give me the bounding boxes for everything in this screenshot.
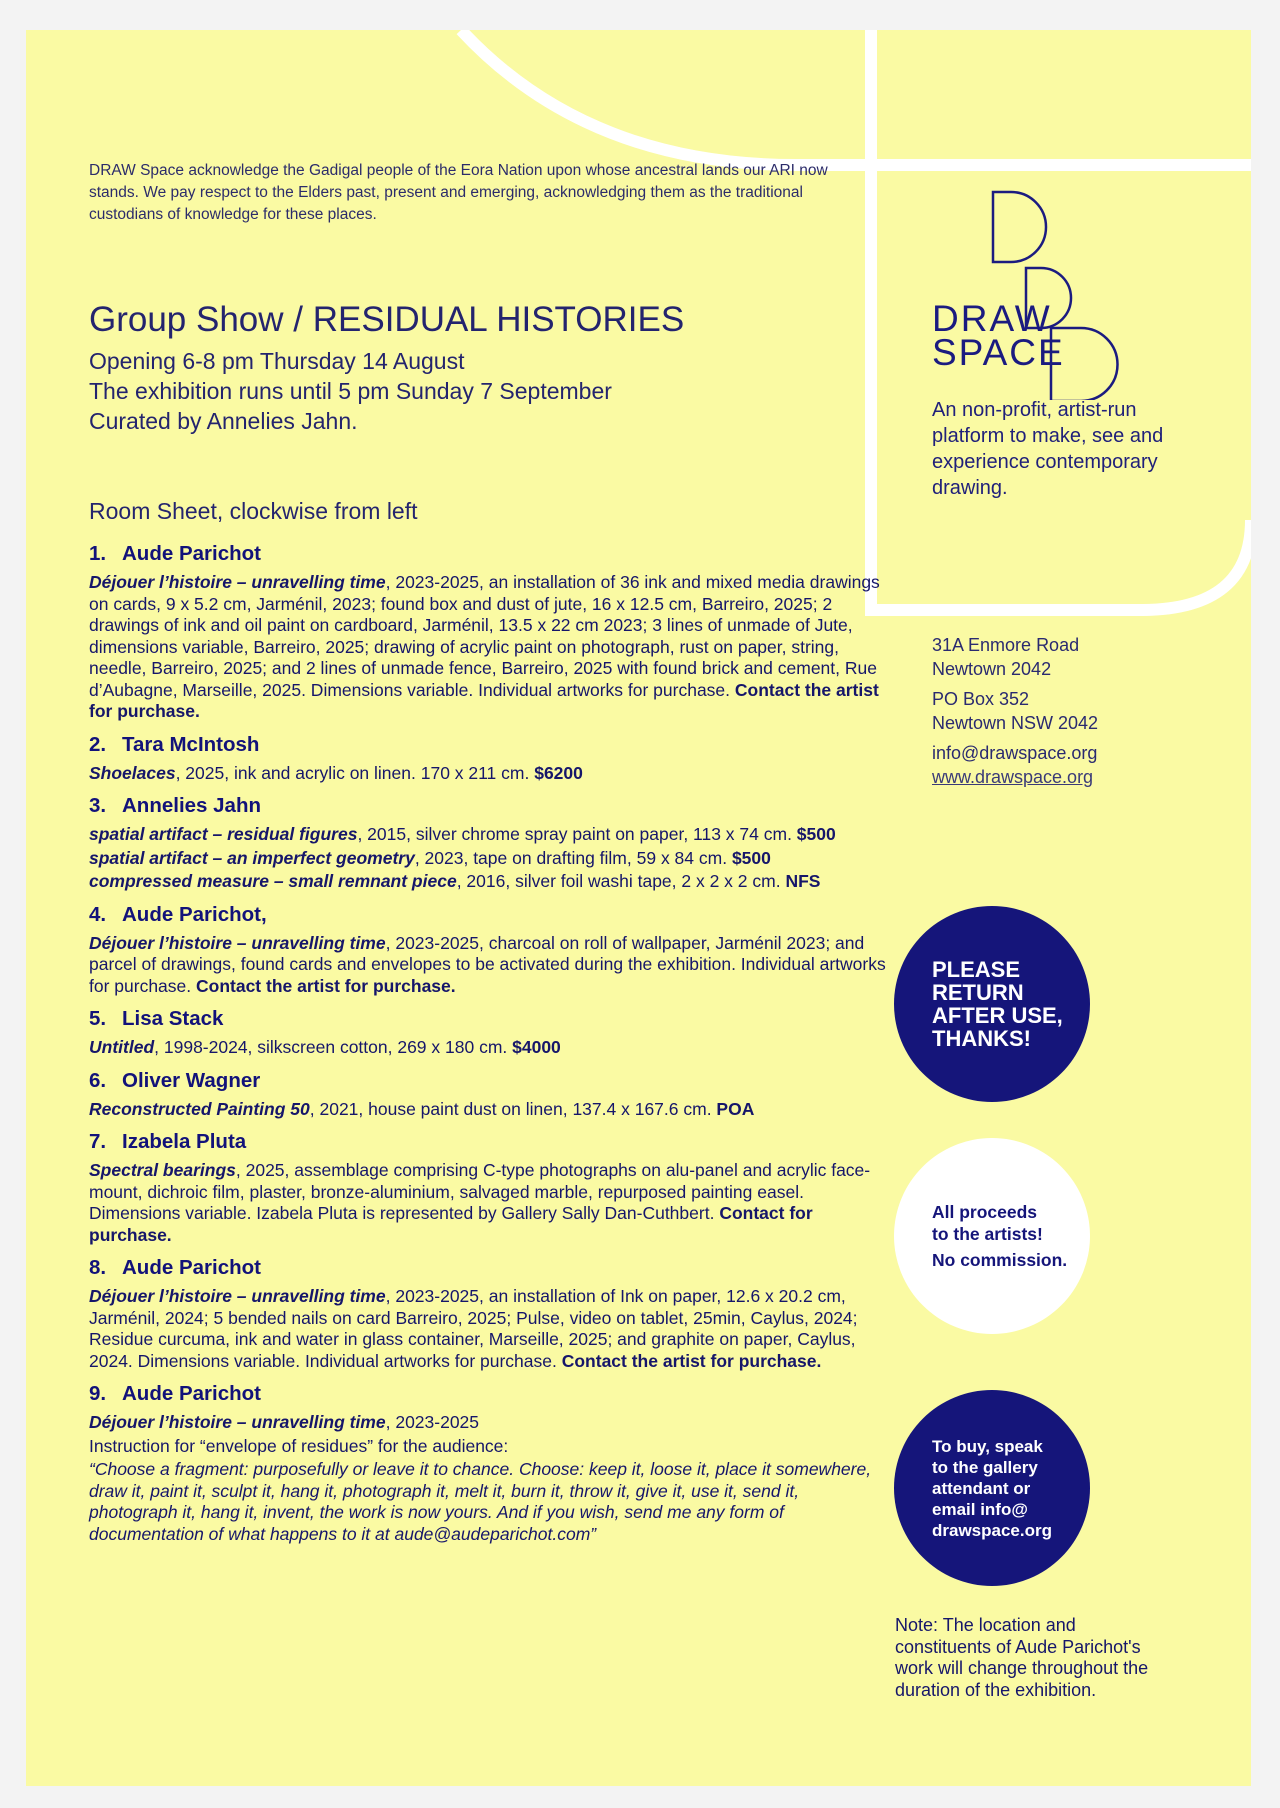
work-description: [89, 1412, 889, 1434]
entry-number: 4.: [89, 902, 107, 926]
work-title: Déjouer l’histoire – unravelling time: [89, 1286, 386, 1306]
artwork-entry: [89, 733, 889, 785]
work-description: [89, 1037, 889, 1059]
instruction-quote: [89, 1459, 889, 1545]
artist-name: Annelies Jahn: [122, 794, 261, 817]
work-title: Déjouer l’histoire – unravelling time: [89, 1412, 386, 1432]
entry-number: 2.: [89, 732, 107, 756]
work-title: Déjouer l’histoire – unravelling time: [89, 572, 386, 592]
work-price: Contact the artist for purchase.: [561, 1350, 822, 1371]
artist-name: Aude Parichot: [122, 1256, 261, 1279]
instruction-text: Instruction for “envelope of residues” for the audience:: [89, 1435, 509, 1456]
artwork-entry: [89, 1382, 889, 1545]
circle-line: PLEASE: [932, 957, 1021, 982]
entry-heading: [89, 794, 889, 818]
opening-time: Opening 6-8 pm Thursday 14 August: [89, 348, 465, 374]
work-title: Reconstructed Painting 50: [89, 1098, 310, 1119]
room-sheet-label: Room Sheet, clockwise from left: [89, 498, 418, 524]
work-title: Untitled: [89, 1037, 155, 1057]
work-title: Shoelaces: [89, 762, 176, 783]
entry-heading: [89, 1382, 889, 1406]
work-price: Contact the artist for purchase.: [89, 679, 879, 721]
artwork-entry: [89, 1130, 889, 1246]
entry-number: 6.: [89, 1068, 107, 1092]
work-price: $4000: [512, 1037, 561, 1057]
artwork-entry: [89, 903, 889, 998]
work-title: Spectral bearings: [89, 1160, 236, 1180]
entry-number: 3.: [89, 794, 107, 817]
artist-name: Tara McIntosh: [122, 732, 260, 756]
circle-line: to the gallery: [932, 1457, 1038, 1477]
work-details: , 2023-2025: [385, 1412, 480, 1432]
return-notice-circle: [894, 906, 1090, 1102]
page-title: Group Show / RESIDUAL HISTORIES: [89, 300, 685, 339]
suburb: Newtown 2042: [932, 659, 1052, 679]
artist-name: Aude Parichot: [122, 542, 261, 565]
work-details: , 2023-2025, an installation of Ink on paper, 12.6 x 20.2 cm, Jarménil, 2024; 5 bended nails on card Barreiro, 2025; Pulse, video on tablet, 25min, Caylus, 2024; Residue curcuma, ink and water in glass container, Marseille, 2025; and graphite on paper, Caylus, 2024. Dimensions variable. Individual artworks for purchase.: [89, 1286, 858, 1371]
circle-line: All proceeds: [932, 1202, 1038, 1222]
exhibition-run: The exhibition runs until 5 pm Sunday 7 September: [89, 378, 612, 404]
work-price: $6200: [534, 762, 583, 783]
work-title: compressed measure – small remnant piece: [89, 871, 457, 891]
circle-line: THANKS!: [932, 1026, 1031, 1051]
circle-line: To buy, speak: [932, 1436, 1043, 1456]
work-title: spatial artifact – residual figures: [89, 824, 358, 844]
street-address: 31A Enmore Road: [932, 635, 1080, 655]
artist-name: Aude Parichot,: [122, 902, 267, 926]
logo-wordmark: [932, 298, 1065, 373]
circle-line: to the artists!: [932, 1224, 1043, 1244]
contact-address: [932, 633, 1098, 789]
artwork-entry: [89, 1069, 889, 1121]
entry-number: 7.: [89, 1130, 107, 1153]
circle-line: attendant or: [932, 1478, 1031, 1498]
entry-heading: [89, 1069, 889, 1093]
work-price: Contact for purchase.: [89, 1203, 813, 1245]
work-details: , 2023-2025, charcoal on roll of wallpaper, Jarménil 2023; and parcel of drawings, found cards and envelopes to be activated during the exhibition. Individual artworks for purchase.: [89, 932, 886, 996]
artist-name: Oliver Wagner: [122, 1068, 261, 1092]
entry-number: 1.: [89, 542, 107, 565]
work-details: , 2023, tape on drafting film, 59 x 84 cm.: [414, 847, 732, 868]
acknowledgement-text: DRAW Space acknowledge the Gadigal people of the Eora Nation upon whose ancestral lands our ARI now stands. We pay respect to the Elders past, present and emerging, acknowledging them as the traditional custodians of knowledge for these places.: [89, 162, 828, 223]
work-details: , 1998-2024, silkscreen cotton, 269 x 180 cm.: [154, 1037, 513, 1057]
work-price: $500: [731, 847, 771, 868]
work-description: [89, 848, 889, 870]
work-description: [89, 824, 889, 846]
po-suburb: Newtown NSW 2042: [932, 713, 1099, 733]
entry-heading: [89, 903, 889, 927]
tagline: An non-profit, artist-run platform to make, see and experience contemporary drawing.: [932, 399, 1164, 499]
work-description: [89, 871, 889, 893]
room-sheet: [26, 30, 1251, 1786]
work-description: [89, 572, 889, 723]
curator: Curated by Annelies Jahn.: [89, 408, 358, 434]
circle-line: email info@: [932, 1499, 1028, 1519]
entry-number: 9.: [89, 1382, 107, 1405]
work-description: [89, 763, 889, 785]
work-price: NFS: [785, 871, 821, 891]
work-description: [89, 1099, 889, 1121]
artist-name: Aude Parichot: [122, 1382, 261, 1405]
exhibition-details: [89, 346, 612, 436]
entry-heading: [89, 733, 889, 757]
artwork-entry: [89, 1256, 889, 1372]
artist-name: Lisa Stack: [122, 1007, 224, 1030]
logo-line-space: SPACE: [932, 332, 1065, 373]
logo-line-draw: DRAW: [932, 298, 1052, 339]
circle-line: RETURN: [932, 980, 1024, 1005]
circle-line: drawspace.org: [932, 1520, 1052, 1540]
entry-heading: [89, 542, 889, 566]
work-title: spatial artifact – an imperfect geometry: [89, 847, 415, 868]
po-box: PO Box 352: [932, 689, 1030, 709]
work-details: , 2016, silver foil washi tape, 2 x 2 x 2 cm.: [456, 871, 786, 891]
work-details: , 2025, assemblage comprising C-type photographs on alu-panel and acrylic face-mount, dichroic film, plaster, bronze-aluminium, salvaged marble, repurposed painting easel. Dimensions variable. Izabela Pluta is represented by Gallery Sally Dan-Cuthbert.: [89, 1160, 871, 1223]
website-link[interactable]: www.drawspace.org: [932, 767, 1094, 787]
work-price: POA: [716, 1098, 755, 1119]
work-details: , 2021, house paint dust on linen, 137.4 x 167.6 cm.: [309, 1098, 717, 1119]
email: info@drawspace.org: [932, 743, 1098, 763]
location-note: Note: The location and constituents of Aude Parichot's work will change throughout the duration of the exhibition.: [895, 1615, 1149, 1700]
work-title: Déjouer l’histoire – unravelling time: [89, 932, 386, 953]
entry-heading: [89, 1130, 889, 1154]
artwork-entry: [89, 794, 889, 893]
work-description: [89, 1286, 889, 1372]
work-description: [89, 1160, 889, 1246]
entry-number: 8.: [89, 1256, 107, 1279]
work-price: Contact the artist for purchase.: [196, 975, 456, 996]
work-details: , 2015, silver chrome spray paint on paper, 113 x 74 cm.: [357, 824, 797, 844]
artist-name: Izabela Pluta: [122, 1130, 247, 1153]
entry-heading: [89, 1256, 889, 1280]
artwork-entry: [89, 542, 889, 723]
work-details: , 2023-2025, an installation of 36 ink and mixed media drawings on cards, 9 x 5.2 cm, Jarménil, 2023; found box and dust of jute, 16 x 12.5 cm, Barreiro, 2025; 2 drawings of ink and oil paint on cardboard, Jarménil, 13.5 x 22 cm 2023; 3 lines of unmade of Jute, dimensions variable, Barreiro, 2025; drawing of acrylic paint on photograph, rust on paper, string, needle, Barreiro, 2025; and 2 lines of unmade fence, Barreiro, 2025 with found brick and cement, Rue d’Aubagne, Marseille, 2025. Dimensions variable. Individual artworks for purchase.: [89, 572, 880, 700]
entry-number: 5.: [89, 1007, 107, 1030]
quote-text: “Choose a fragment: purposefully or leave it to chance. Choose: keep it, loose it, place it somewhere, draw it, paint it, sculpt it, hang it, photograph it, melt it, burn it, throw it, give it, use it, send it, photograph it, hang it, invent, the work is now yours. And if you wish, send me any form of documentation of what happens to it at aude@audeparichot.com”: [89, 1459, 872, 1544]
work-description: [89, 933, 889, 998]
entry-heading: [89, 1007, 889, 1031]
work-details: , 2025, ink and acrylic on linen. 170 x 211 cm.: [175, 762, 535, 783]
proceeds-notice-circle: [894, 1138, 1090, 1334]
artwork-entry: [89, 1007, 889, 1059]
work-price: $500: [796, 824, 836, 844]
buy-notice-circle: [894, 1390, 1090, 1586]
circle-line: No commission.: [932, 1250, 1068, 1270]
circle-line: AFTER USE,: [932, 1003, 1063, 1028]
artwork-list: [89, 542, 889, 1555]
